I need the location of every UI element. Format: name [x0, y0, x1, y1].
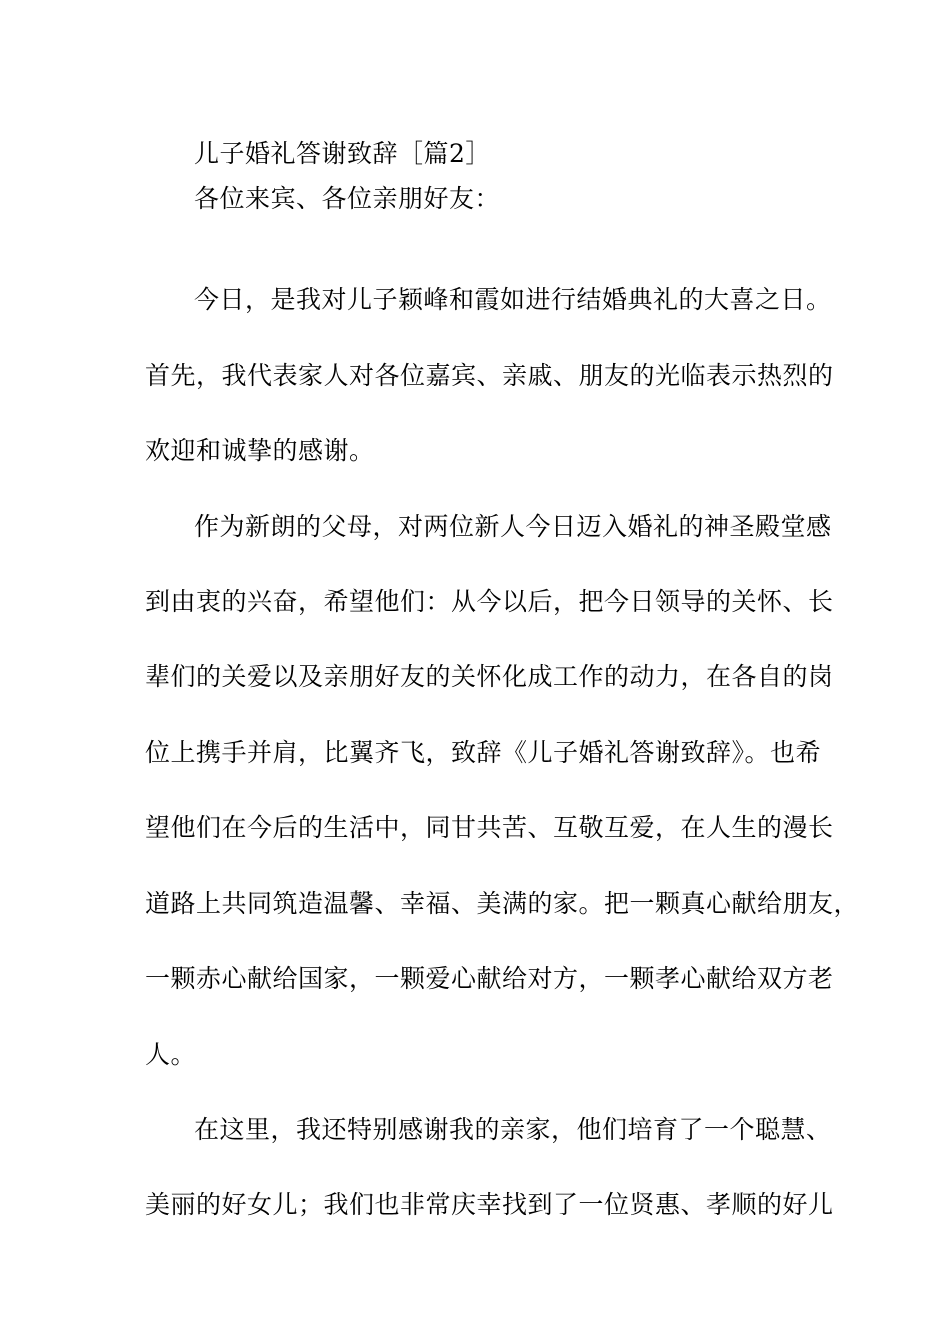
paragraph-3-line-2: 美丽的好女儿；我们也非常庆幸找到了一位贤惠、孝顺的好儿: [145, 1190, 834, 1219]
paragraph-1-line-1: 今日，是我对儿子颖峰和霞如进行结婚典礼的大喜之日。: [194, 285, 832, 314]
document-title: 儿子婚礼答谢致辞［篇2］: [194, 139, 491, 168]
paragraph-3-line-1: 在这里，我还特别感谢我的亲家，他们培育了一个聪慧、: [194, 1115, 832, 1144]
greeting-line: 各位来宾、各位亲朋好友：: [194, 184, 501, 213]
paragraph-1-line-3: 欢迎和诚挚的感谢。: [145, 436, 375, 465]
paragraph-2-line-6: 道路上共同筑造温馨、幸福、美满的家。把一颗真心献给朋友，: [145, 889, 860, 918]
paragraph-2-line-7: 一颗赤心献给国家，一颗爱心献给对方，一颗孝心献给双方老: [145, 964, 834, 993]
paragraph-2-line-4: 位上携手并肩，比翼齐飞，致辞《儿子婚礼答谢致辞》。也希: [145, 738, 822, 767]
paragraph-1-line-2: 首先，我代表家人对各位嘉宾、亲戚、朋友的光临表示热烈的: [145, 361, 834, 390]
paragraph-2-line-3: 辈们的关爱以及亲朋好友的关怀化成工作的动力，在各自的岗: [145, 662, 834, 691]
paragraph-2-line-5: 望他们在今后的生活中，同甘共苦、互敬互爱，在人生的漫长: [145, 813, 834, 842]
paragraph-2-line-2: 到由衷的兴奋，希望他们：从今以后，把今日领导的关怀、长: [145, 587, 834, 616]
paragraph-2-line-1: 作为新朗的父母，对两位新人今日迈入婚礼的神圣殿堂感: [194, 512, 832, 541]
paragraph-2-line-8: 人。: [145, 1040, 197, 1069]
